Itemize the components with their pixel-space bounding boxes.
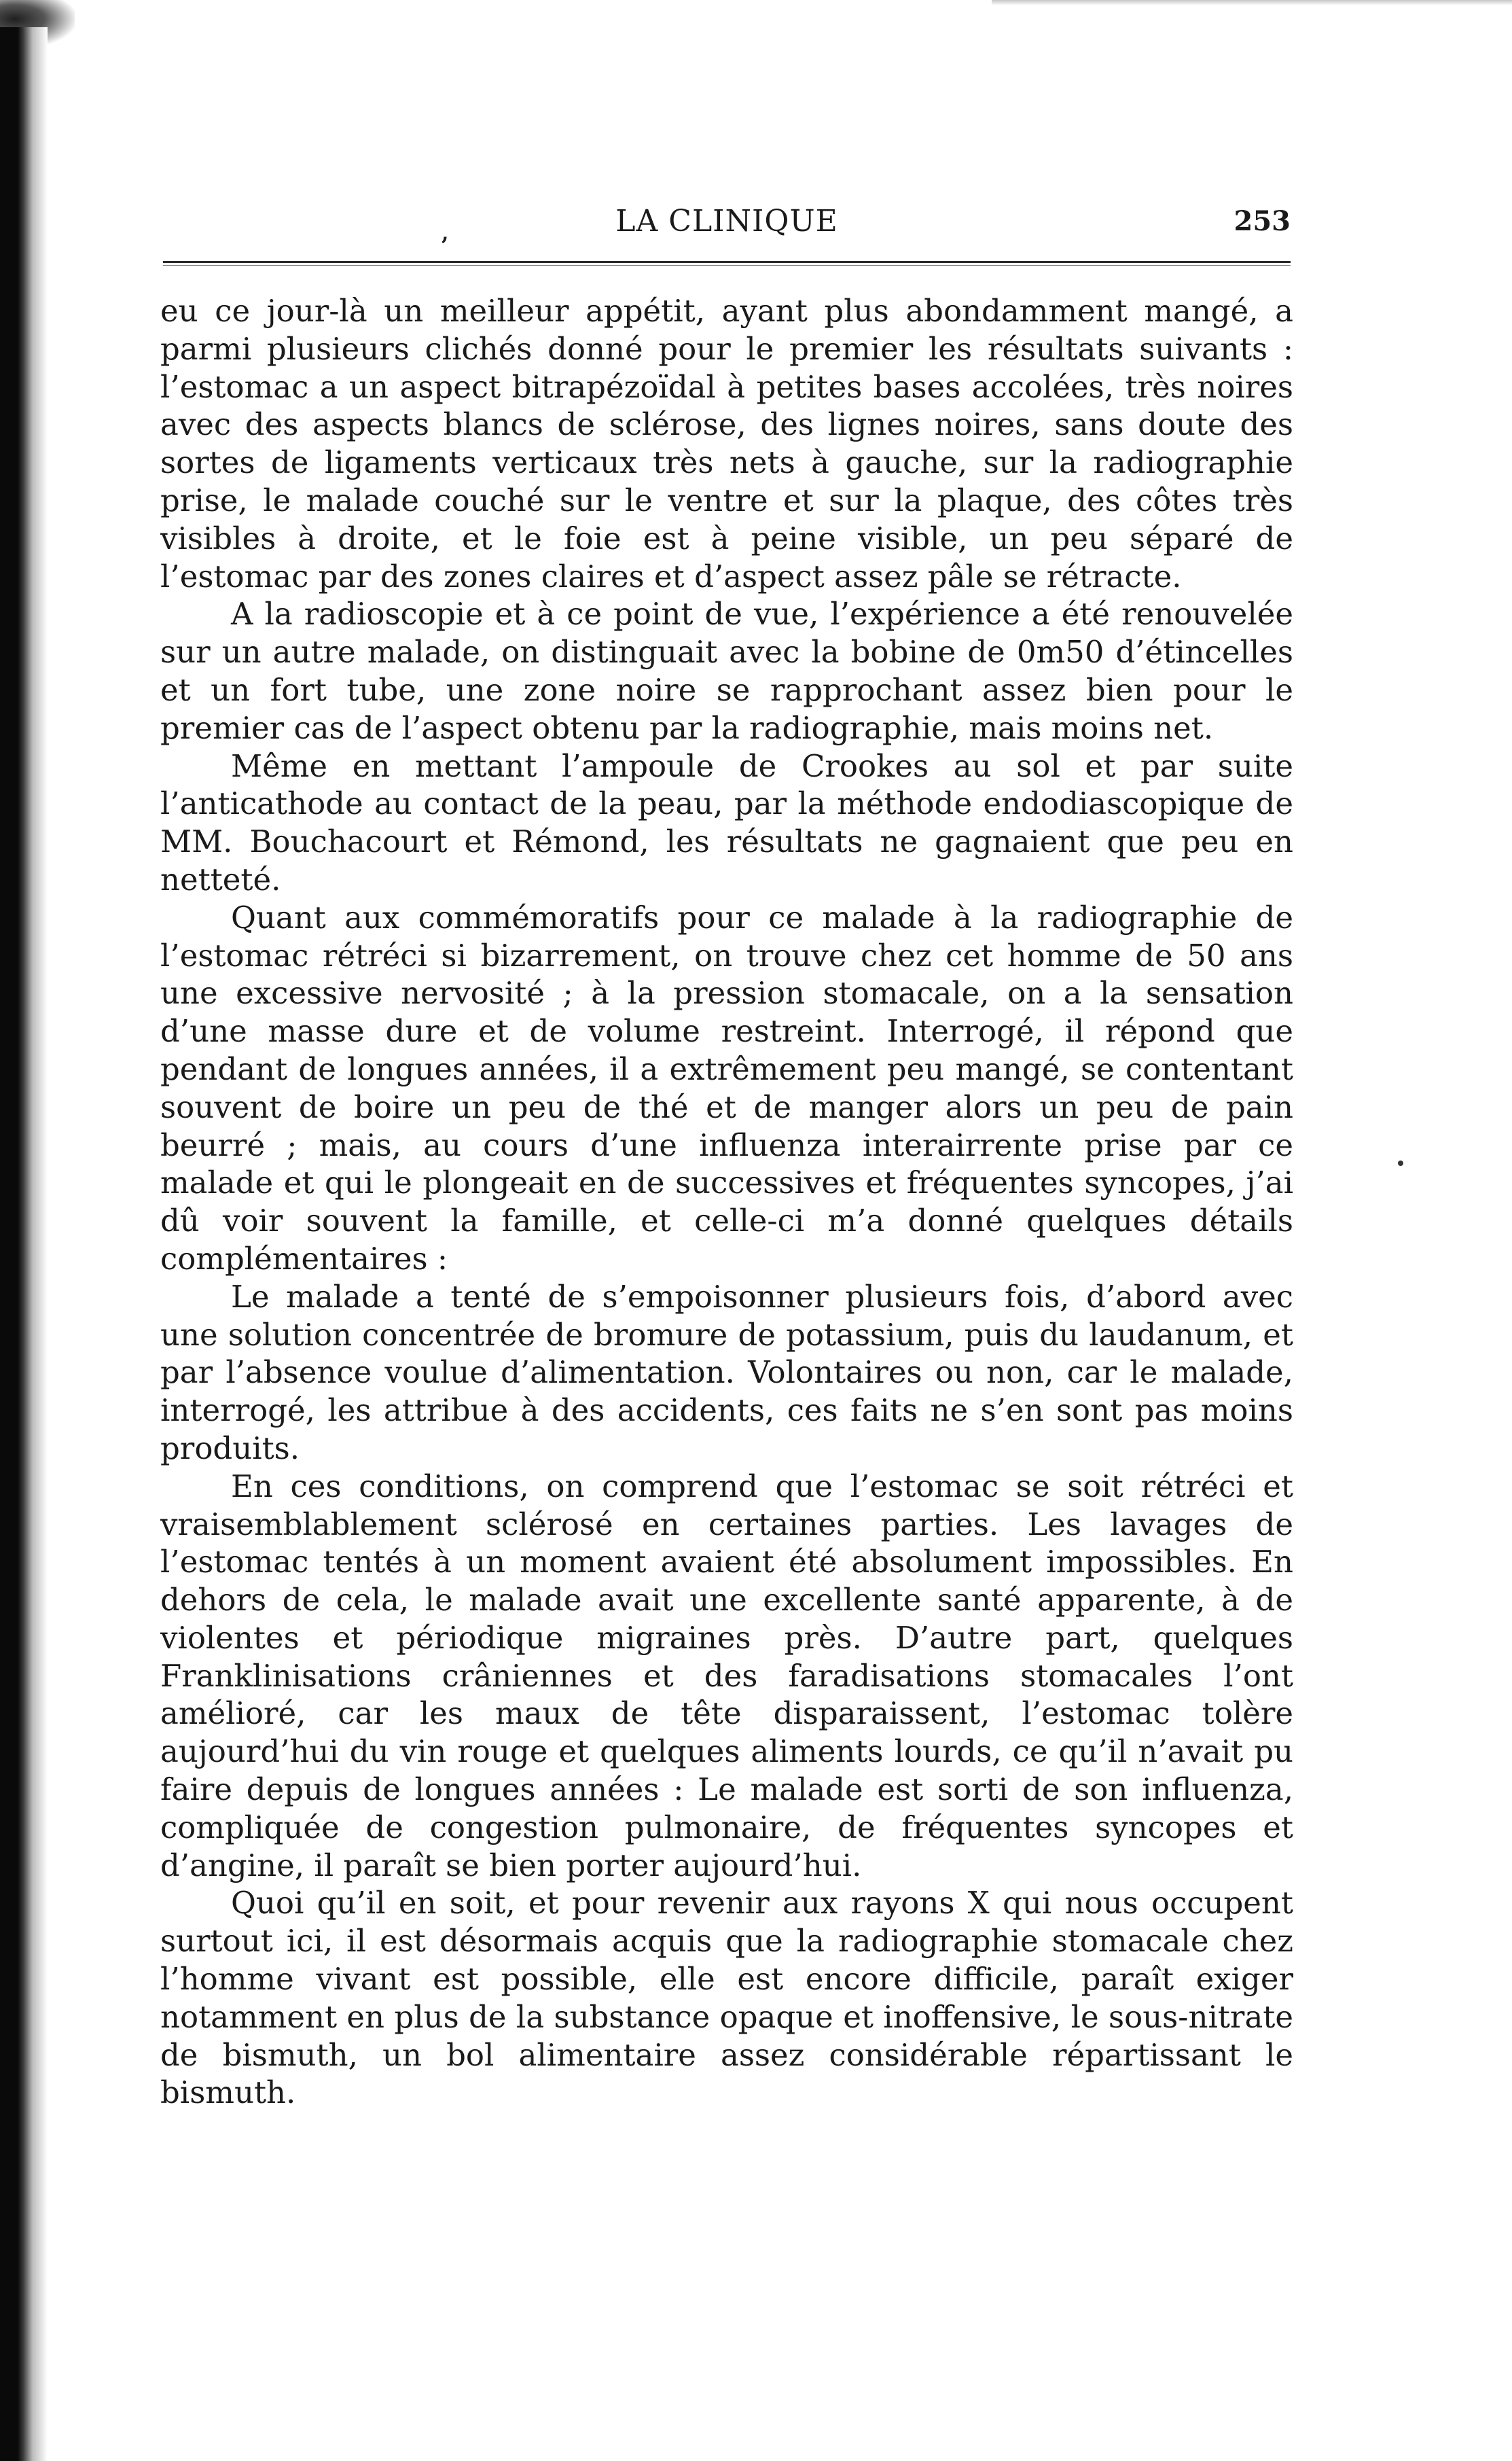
paragraph-1: eu ce jour-là un meilleur appétit, ayant plus abondamment mangé, a parmi plusieurs clichés donné pour le premier les résultats suivants : l’estomac a un aspect bitrapézoïdal à petites bases accolées, très noires avec des aspects blancs de sclérose, des lignes noires, sans doute des sortes de ligaments verticaux très nets à gauche, sur la radiographie prise, le malade couché sur le ventre et sur la plaque, des côtes très visibles à droite, et le foie est à peine visible, un peu séparé de l’estomac par des zones claires et d’aspect assez pâle se rétracte. — [160, 293, 1293, 595]
body-text — [160, 292, 1293, 2112]
ink-speck — [1398, 1161, 1403, 1166]
paragraph-5: Le malade a tenté de s’empoisonner plusieurs fois, d’abord avec une solution concentrée de bromure de potassium, puis du laudanum, et par l’absence voulue d’alimentation. Volontaires ou non, car le malade, interrogé, les attribue à des accidents, ces faits ne s’en sont pas moins produits. — [160, 1278, 1293, 1466]
paragraph-6: En ces conditions, on comprend que l’estomac se soit rétréci et vraisemblablement sclérosé en certaines parties. Les lavages de l’estomac tentés à un moment avaient été absolument impossibles. En dehors de cela, le malade avait une excellente santé apparente, à de violentes et périodique migraines près. D’autre part, quelques Franklinisations crâniennes et des faradisations stomacales l’ont amélioré, car les maux de tête disparaissent, l’estomac tolère aujourd’hui du vin rouge et quelques aliments lourds, ce qu’il n’avait pu faire depuis de longues années : Le malade est sorti de son influenza, compliquée de congestion pulmonaire, de fréquentes syncopes et d’angine, il paraît se bien porter aujourd’hui. — [160, 1468, 1293, 1883]
scan-edge-strip — [992, 0, 1512, 5]
binding-edge — [0, 27, 48, 2461]
running-title: LA CLINIQUE — [615, 204, 838, 238]
page-number: 253 — [1234, 205, 1291, 237]
header-rule-thin — [163, 265, 1291, 266]
paragraph-7: Quoi qu’il en soit, et pour revenir aux rayons X qui nous occupent surtout ici, il est désormais acquis que la radiographie stomacale chez l’homme vivant est possible, elle est encore difficile, paraît exiger notamment en plus de la substance opaque et inoffensive, le sous-nitrate de bismuth, un bol alimentaire assez considérable répartissant le bismuth. — [160, 1885, 1293, 2111]
paragraph-2: A la radioscopie et à ce point de vue, l’expérience a été renouvelée sur un autre malade, on distinguait avec la bobine de 0m50 d’étincelles et un fort tube, une zone noire se rapprochant assez bien pour le premier cas de l’aspect obtenu par la radiographie, mais moins net. — [160, 596, 1293, 746]
paragraph-4: Quant aux commémoratifs pour ce malade à la radiographie de l’estomac rétréci si bizarrement, on trouve chez cet homme de 50 ans une excessive nervosité ; à la pression stomacale, on a la sensation d’une masse dure et de volume restreint. Interrogé, il répond que pendant de longues années, il a extrêmement peu mangé, se contentant souvent de boire un peu de thé et de manger alors un peu de pain beurré ; mais, au cours d’une influenza interairrente prise par ce malade et qui le plongeait en de successives et fréquentes syncopes, j’ai dû voir souvent la famille, et celle-ci m’a donné quelques détails complémentaires : — [160, 899, 1293, 1277]
header-marker: , — [442, 222, 449, 245]
paragraph-3: Même en mettant l’ampoule de Crookes au sol et par suite l’anticathode au contact de la peau, par la méthode endodiascopique de MM. Bouchacourt et Rémond, les résultats ne gagnaient que peu en netteté. — [160, 747, 1293, 898]
running-header — [163, 197, 1291, 251]
header-rule — [163, 261, 1291, 263]
